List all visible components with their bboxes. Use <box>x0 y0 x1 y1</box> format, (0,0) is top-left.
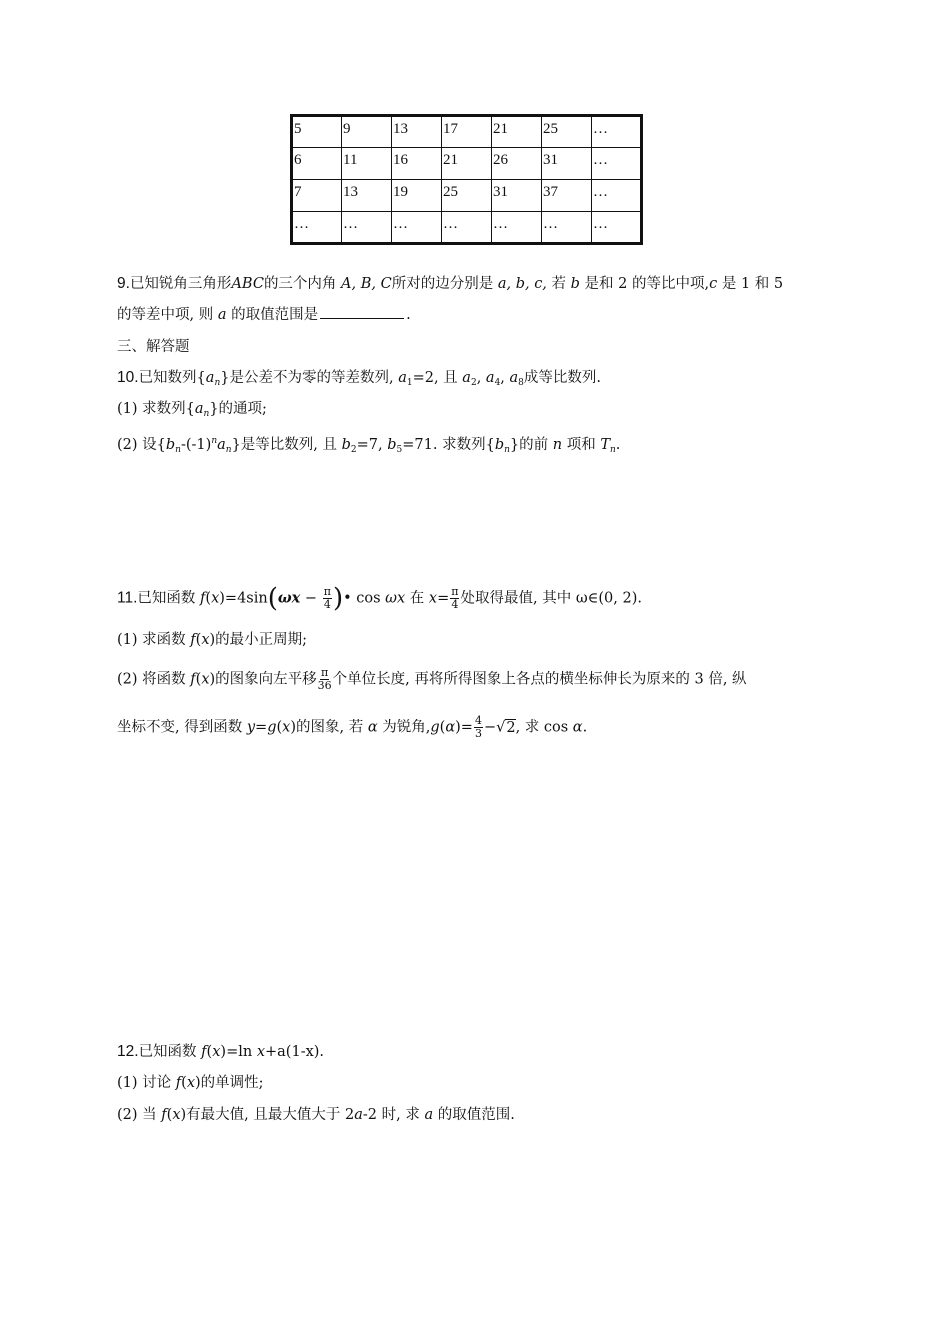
table-cell: 25 <box>542 116 592 148</box>
table-cell: … <box>392 212 442 244</box>
q11-part2-cont: 坐标不变, 得到函数 y=g(x)的图象, 若 α 为锐角,g(α)= $\frac{4}{3}$ −√2, 求 cos α. <box>117 714 588 740</box>
q12-part2: (2) 当 f(x)有最大值, 且最大值大于 2a-2 时, 求 a 的取值范围. <box>117 1107 515 1123</box>
table-cell: … <box>592 180 642 212</box>
table-cell: 25 <box>442 180 492 212</box>
q11-part2: (2) 将函数 f(x)的图象向左平移 $\frac{\pi}{36}$ 个单位长度, 再将所得图象上各点的横坐标伸长为原来的 3 倍, 纵 <box>117 666 747 692</box>
table-cell: 13 <box>392 116 442 148</box>
table-cell: … <box>592 148 642 180</box>
table-cell: … <box>592 212 642 244</box>
table-cell: 13 <box>342 180 392 212</box>
table-cell: 19 <box>392 180 442 212</box>
q9-line1: 9.已知锐角三角形ABC的三个内角 A, B, C所对的边分别是 a, b, c, 若 b 是和 2 的等比中项,c 是 1 和 5 <box>117 275 784 292</box>
section-heading: 三、解答题 <box>117 339 190 355</box>
number-table <box>290 114 643 245</box>
q11-part1: (1) 求函数 f(x)的最小正周期; <box>117 632 308 648</box>
table-cell: 31 <box>542 148 592 180</box>
table-row <box>292 148 642 180</box>
table-cell: 6 <box>292 148 342 180</box>
table-cell: 5 <box>292 116 342 148</box>
table-cell: 16 <box>392 148 442 180</box>
q10-part1: (1) 求数列$\{a_n\}$的通项; <box>117 401 267 419</box>
table-cell: 21 <box>442 148 492 180</box>
table-cell: … <box>342 212 392 244</box>
table-cell: … <box>492 212 542 244</box>
q10-part2: (2) 设$\{b_n-(-1)^na_n\}$是等比数列, 且 $b_2=7$, $b_5=71$. 求数列$\{b_n\}$的前 n 项和 $T_n$. <box>117 436 621 455</box>
table-cell: … <box>542 212 592 244</box>
table-cell: … <box>592 116 642 148</box>
q11-line1: 11.已知函数 f(x)=4sin(ωx − $\frac{\pi}{4}$ )• cos ωx 在 x= $\frac{\pi}{4}$ 处取得最值, 其中 ω∈(0, 2). <box>117 583 642 614</box>
table-cell: 37 <box>542 180 592 212</box>
table-cell: 9 <box>342 116 392 148</box>
table-cell: … <box>442 212 492 244</box>
table-cell: 7 <box>292 180 342 212</box>
table-cell: 31 <box>492 180 542 212</box>
table-cell: 26 <box>492 148 542 180</box>
q12-line1: 12.已知函数 f(x)=ln x+a(1-x). <box>117 1043 325 1060</box>
table-cell: 21 <box>492 116 542 148</box>
q12-part1: (1) 讨论 f(x)的单调性; <box>117 1075 264 1091</box>
q9-line2: 的等差中项, 则 a 的取值范围是 . <box>117 303 411 327</box>
table-cell: 17 <box>442 116 492 148</box>
table-row <box>292 116 642 148</box>
table-row <box>292 180 642 212</box>
table-row <box>292 212 642 244</box>
table-cell: 11 <box>342 148 392 180</box>
answer-blank[interactable] <box>320 304 404 319</box>
q10-line1: 10.已知数列$\{a_n\}$是公差不为零的等差数列, $a_1=2$, 且 $a_2$, $a_4$, $a_8$成等比数列. <box>117 369 602 388</box>
table-cell: … <box>292 212 342 244</box>
